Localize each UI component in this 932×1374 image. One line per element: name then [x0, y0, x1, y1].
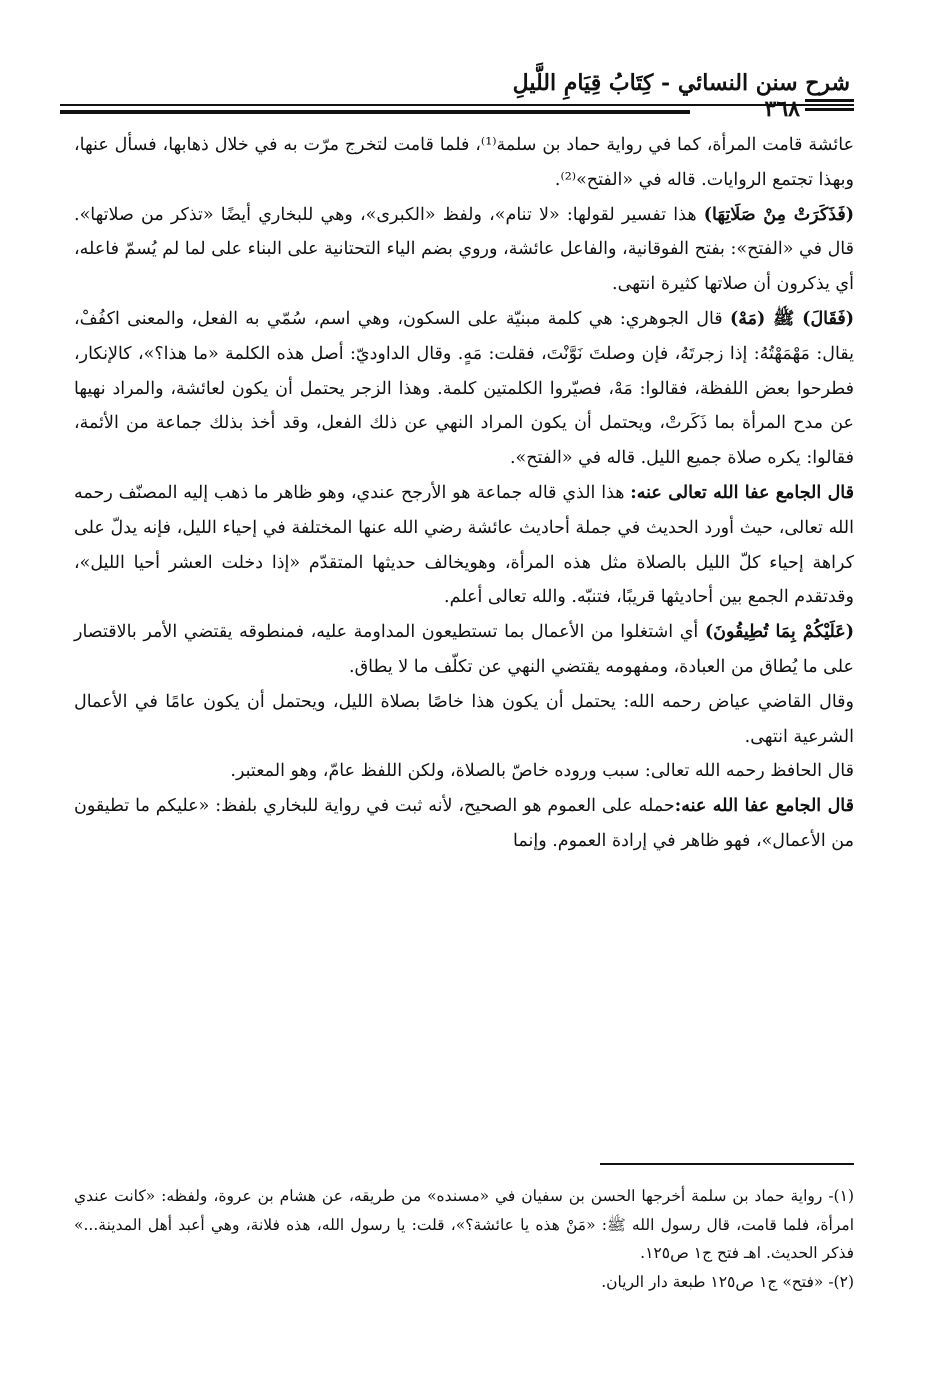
- paragraph-text: وقال القاضي عياض رحمه الله: يحتمل أن يكون هذا خاصًا بصلاة الليل، ويحتمل أن يكون عامًا في الأعمال الشرعية انتهى.: [74, 691, 854, 747]
- page-number: ٣٦٨: [764, 96, 800, 122]
- paragraph-text: أي اشتغلوا من الأعمال بما تستطيعون المداومة عليه، فمنطوقه يقتضي الأمر بالاقتصار على ما يُطاق من العبادة، ومفهومه يقتضي النهي عن تكلّف ما لا يطاق.: [74, 622, 854, 677]
- running-header-title: شرح سنن النسائي - كِتَابُ قِيَامِ اللَّيلِ: [512, 70, 850, 96]
- paragraph-text: قال الحافظ رحمه الله تعالى: سبب وروده خاصّ بالصلاة، ولكن اللفظ عامّ، وهو المعتبر.: [230, 761, 854, 782]
- paragraph-lead: (فَذَكَرَتْ مِنْ صَلَاتِهَا): [703, 204, 854, 225]
- paragraph: [74, 615, 854, 685]
- paragraph-lead: قال الجامع عفا الله عنه:: [674, 796, 854, 817]
- paragraph: [74, 302, 854, 476]
- paragraph-lead: (فَقَالَ) ﷺ (مَهْ): [729, 308, 854, 329]
- footnotes: [74, 1182, 854, 1296]
- paragraph: [74, 754, 854, 789]
- paragraph: [74, 685, 854, 755]
- header-rule-thick-left: [60, 110, 690, 114]
- paragraph-text: هذا تفسير لقولها: «لا تنام»، ولفظ «الكبرى»، وهي للبخاري أيضًا «تذكر من صلاتها». قال في «الفتح»: بفتح الفوقانية، والفاعل عائشة، وروي بضم الياء التحتانية على البناء على لما لم يُسمّ فاعله، أي يذكرون أن صلاتها كثيرة انتهى.: [74, 204, 854, 295]
- paragraph-text: قال الجوهري: هي كلمة مبنيّة على السكون، وهي اسم، سُمّي به الفعل، والمعنى اكفُفْ، يقال: مَهْمَهْتُهُ: إذا زجرتَهُ، فإن وصلتَ نَوَّنْتَ، فقلت: مَهٍ. وقال الداوديّ: أصل هذه الكلمة «ما هذا؟»، كالإنكار، فطرحوا بعض اللفظة، فقالوا: مَهْ، فصيّروا الكلمتين كلمة. وهذا الزجر يحتمل أن يكون لعائشة، والمراد نهيها عن مدح المرأة بما ذَكَرتْ، ويحتمل أن يكون المراد النهي عن ذلك الفعل، وقد أخذ بذلك جماعة من الأئمة، فقالوا: يكره صلاة جميع الليل. قاله في «الفتح».: [74, 308, 854, 469]
- paragraph-text: حمله على العموم هو الصحيح، لأنه ثبت في رواية للبخاري بلفظ: «عليكم ما تطيقون من الأعمال»، فهو ظاهر في إرادة العموم. وإنما: [74, 796, 854, 851]
- paragraph-lead: قال الجامع عفا الله تعالى عنه:: [630, 482, 854, 503]
- footnote-number: (٢)-: [828, 1272, 854, 1291]
- footnote-number: (١)-: [828, 1187, 854, 1205]
- header-rule-right-2: [805, 108, 854, 111]
- paragraph: [74, 128, 854, 198]
- paragraph: [74, 476, 854, 615]
- main-text: [74, 128, 854, 859]
- paragraph-lead: (عَلَيْكُمْ بِمَا تُطِيقُونَ): [704, 622, 854, 643]
- paragraph-text: عائشة قامت المرأة، كما في رواية حماد بن سلمة⁽¹⁾، فلما قامت لتخرج مرّت به في خلال ذهابها، فسأل عنها، وبهذا تجتمع الروايات. قاله في «الفتح»⁽²⁾.: [74, 135, 855, 190]
- footnote: [74, 1268, 854, 1297]
- footnote: [74, 1182, 854, 1268]
- paragraph-text: هذا الذي قاله جماعة هو الأرجح عندي، وهو ظاهر ما ذهب إليه المصنّف رحمه الله تعالى، حيث أورد الحديث في جملة أحاديث عائشة رضي الله عنها المختلفة في إحياء الليل، فإنه يدلّ على كراهة إحياء كلّ الليل بالصلاة مثل هذه المرأة، وهويخالف حديثها المتقدّم «إذا دخلت العشر أحيا الليل»، وقدتقدم الجمع بين أحاديثها قريبًا، فتنبّه. والله تعالى أعلم.: [74, 482, 854, 608]
- paragraph: [74, 789, 854, 859]
- footnote-text: «فتح» ج١ ص١٢٥ طبعة دار الريان.: [601, 1272, 829, 1291]
- paragraph: [74, 198, 854, 302]
- header-rule-right-1: [805, 99, 854, 102]
- footnote-text: رواية حماد بن سلمة أخرجها الحسن بن سفيان في «مسنده» من طريقه، عن هشام بن عروة، ولفظه: «كانت عندي امرأة، فلما قامت، قال رسول الله ﷺ: «مَنْ هذه يا عائشة؟»، قلت: يا رسول الله، هذه فلانة، وهي أعبد أهل المدينة...» فذكر الحديث. اهـ فتح ج١ ص١٢٥.: [74, 1187, 854, 1262]
- footnote-divider: [600, 1163, 854, 1165]
